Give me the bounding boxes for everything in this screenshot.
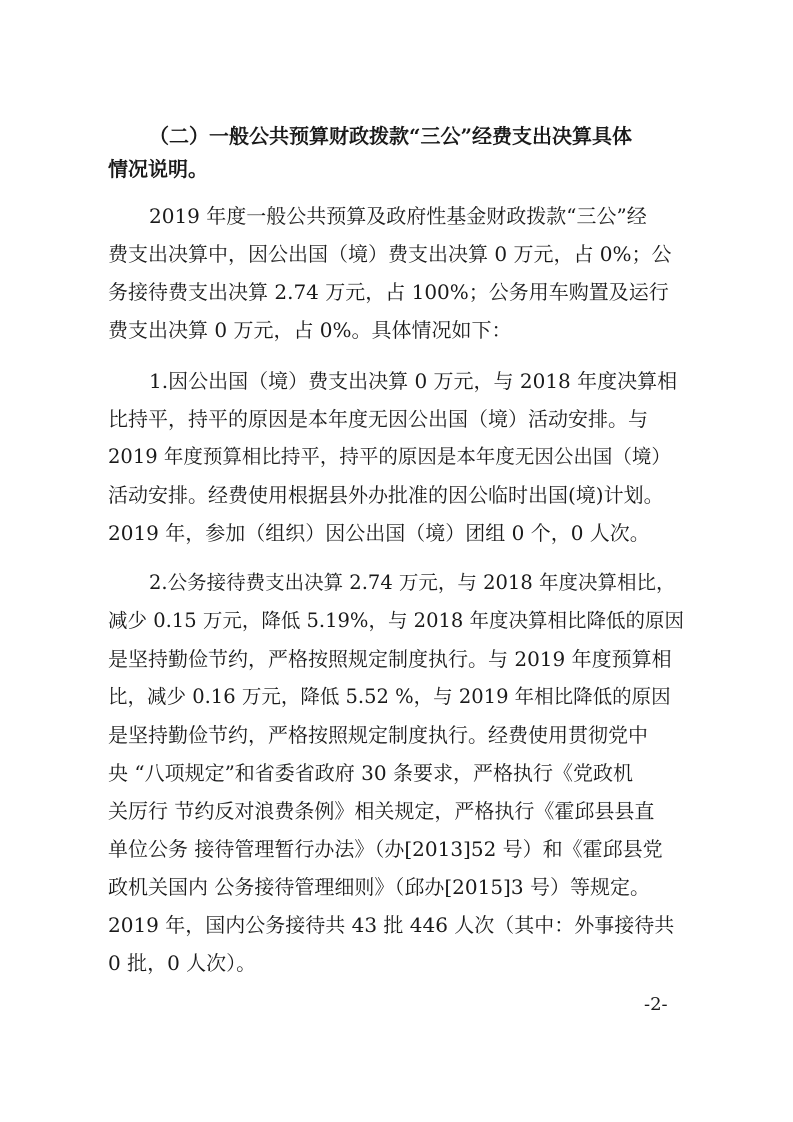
paragraph-line: 是坚持勤俭节约，严格按照规定制度执行。与 2019 年度预算相	[108, 647, 672, 671]
paragraph-line: 2019 年，国内公务接待共 43 批 446 人次（其中：外事接待共	[108, 913, 675, 937]
paragraph-line: 务接待费支出决算 2.74 万元，占 100%；公务用车购置及运行	[108, 280, 669, 304]
paragraph-line: 是坚持勤俭节约，严格按照规定制度执行。经费使用贯彻党中	[108, 723, 648, 747]
paragraph-line: 费支出决算 0 万元，占 0%。具体情况如下：	[108, 318, 512, 342]
paragraph-line: 关厉行 节约反对浪费条例》相关规定，严格执行《霍邱县县直	[108, 799, 655, 823]
page-number: -2-	[644, 994, 668, 1015]
paragraph-line: 2019 年，参加（组织）因公出国（境）团组 0 个，0 人次。	[108, 521, 650, 545]
paragraph-line: 2019 年度一般公共预算及政府性基金财政拨款“三公”经	[149, 204, 647, 228]
paragraph-line: 1.因公出国（境）费支出决算 0 万元，与 2018 年度决算相	[149, 369, 678, 393]
paragraph-line: 2.公务接待费支出决算 2.74 万元，与 2018 年度决算相比，	[149, 571, 676, 594]
paragraph-line: 0 批，0 人次）。	[108, 951, 257, 975]
paragraph-line: 减少 0.15 万元，降低 5.19%，与 2018 年度决算相比降低的原因	[108, 609, 684, 632]
paragraph-line: 央 “八项规定”和省委省政府 30 条要求，严格执行《党政机	[108, 761, 633, 785]
paragraph-line: 费支出决算中，因公出国（境）费支出决算 0 万元，占 0%；公	[108, 242, 672, 266]
heading-line: 情况说明。	[108, 157, 208, 181]
paragraph-line: 2019 年度预算相比持平，持平的原因是本年度无因公出国（境）	[108, 445, 671, 468]
paragraph-line: 比，减少 0.16 万元，降低 5.52 %，与 2019 年相比降低的原因	[108, 685, 671, 708]
paragraph-line: 政机关国内 公务接待管理细则》（邱办[2015]3 号）等规定。	[108, 875, 650, 899]
paragraph-line: 单位公务 接待管理暂行办法》（办[2013]52 号）和《霍邱县党	[108, 837, 663, 861]
heading-line: （二）一般公共预算财政拨款“三公”经费支出决算具体	[149, 124, 633, 148]
paragraph-line: 比持平，持平的原因是本年度无因公出国（境）活动安排。与	[108, 407, 648, 431]
paragraph-line: 活动安排。经费使用根据县外办批准的因公临时出国(境)计划。	[108, 483, 664, 507]
